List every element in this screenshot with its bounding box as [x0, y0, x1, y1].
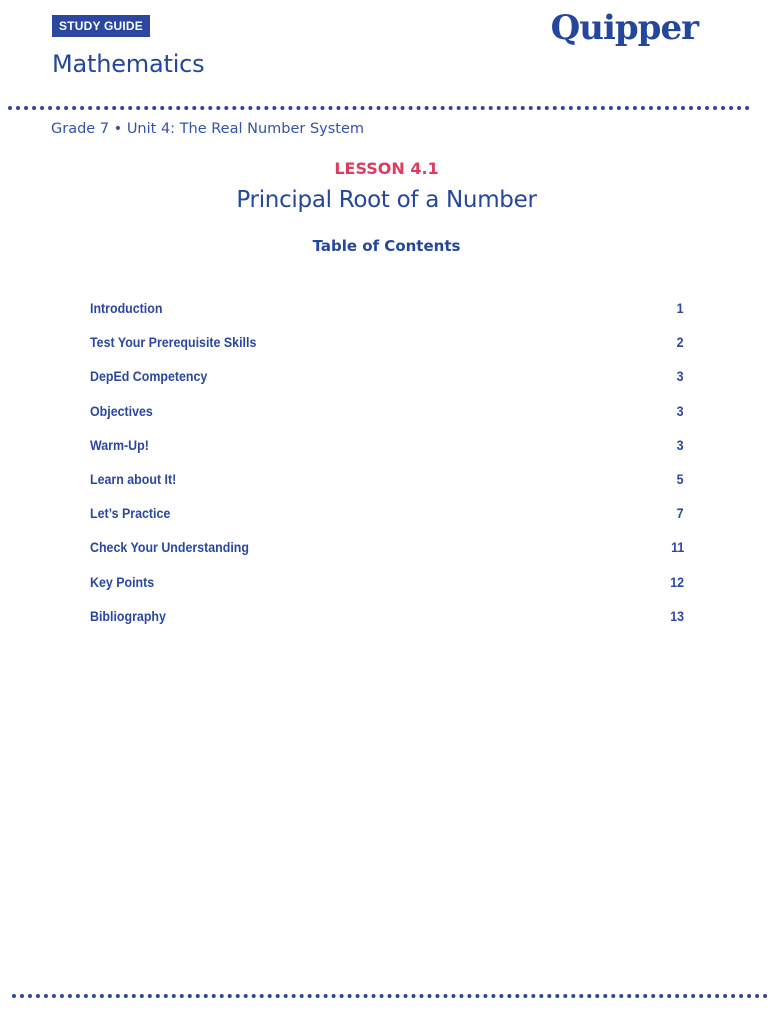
brand-logo: Quipper [550, 8, 698, 48]
toc-item-introduction[interactable] [90, 301, 684, 335]
toc-item-label: Let’s Practice [90, 506, 171, 522]
toc-item-label: Key Points [90, 574, 155, 590]
toc-item-label: Test Your Prerequisite Skills [90, 335, 257, 351]
unit-subtitle: Grade 7 • Unit 4: The Real Number System [51, 121, 365, 137]
toc-item-check-understanding[interactable] [90, 540, 684, 574]
toc-item-label: Introduction [90, 301, 163, 316]
toc-item-label: DepEd Competency [90, 369, 208, 385]
toc-item-label: Objectives [90, 403, 153, 419]
toc-item-label: Warm-Up! [90, 437, 149, 453]
toc-item-prerequisite-skills[interactable] [90, 335, 684, 369]
toc-item-page: 3 [677, 403, 684, 419]
toc-item-key-points[interactable] [90, 575, 684, 609]
toc-item-lets-practice[interactable] [90, 506, 684, 540]
toc-item-learn-about-it[interactable] [90, 472, 684, 506]
top-divider [8, 106, 750, 110]
lesson-title: Principal Root of a Number [236, 187, 537, 213]
toc-item-page: 7 [677, 506, 684, 522]
toc-item-page: 3 [677, 369, 684, 385]
toc-item-objectives[interactable] [90, 404, 684, 438]
toc-item-page: 12 [670, 574, 684, 590]
toc-item-page: 3 [677, 437, 684, 453]
lesson-label: LESSON 4.1 [334, 159, 439, 178]
table-of-contents [90, 301, 684, 643]
toc-item-label: Check Your Understanding [90, 540, 249, 556]
toc-item-bibliography[interactable] [90, 609, 684, 643]
toc-item-page: 13 [670, 608, 684, 624]
study-guide-badge: STUDY GUIDE [52, 15, 150, 37]
toc-item-warm-up[interactable] [90, 438, 684, 472]
bottom-divider [12, 994, 768, 998]
toc-item-deped-competency[interactable] [90, 369, 684, 403]
toc-item-label: Learn about It! [90, 471, 177, 487]
toc-item-page: 1 [677, 301, 684, 316]
toc-item-page: 2 [677, 335, 684, 351]
toc-heading: Table of Contents [312, 237, 461, 255]
toc-item-page: 11 [670, 540, 684, 556]
toc-item-page: 5 [677, 471, 684, 487]
subject-title: Mathematics [52, 50, 205, 78]
toc-item-label: Bibliography [90, 608, 166, 624]
